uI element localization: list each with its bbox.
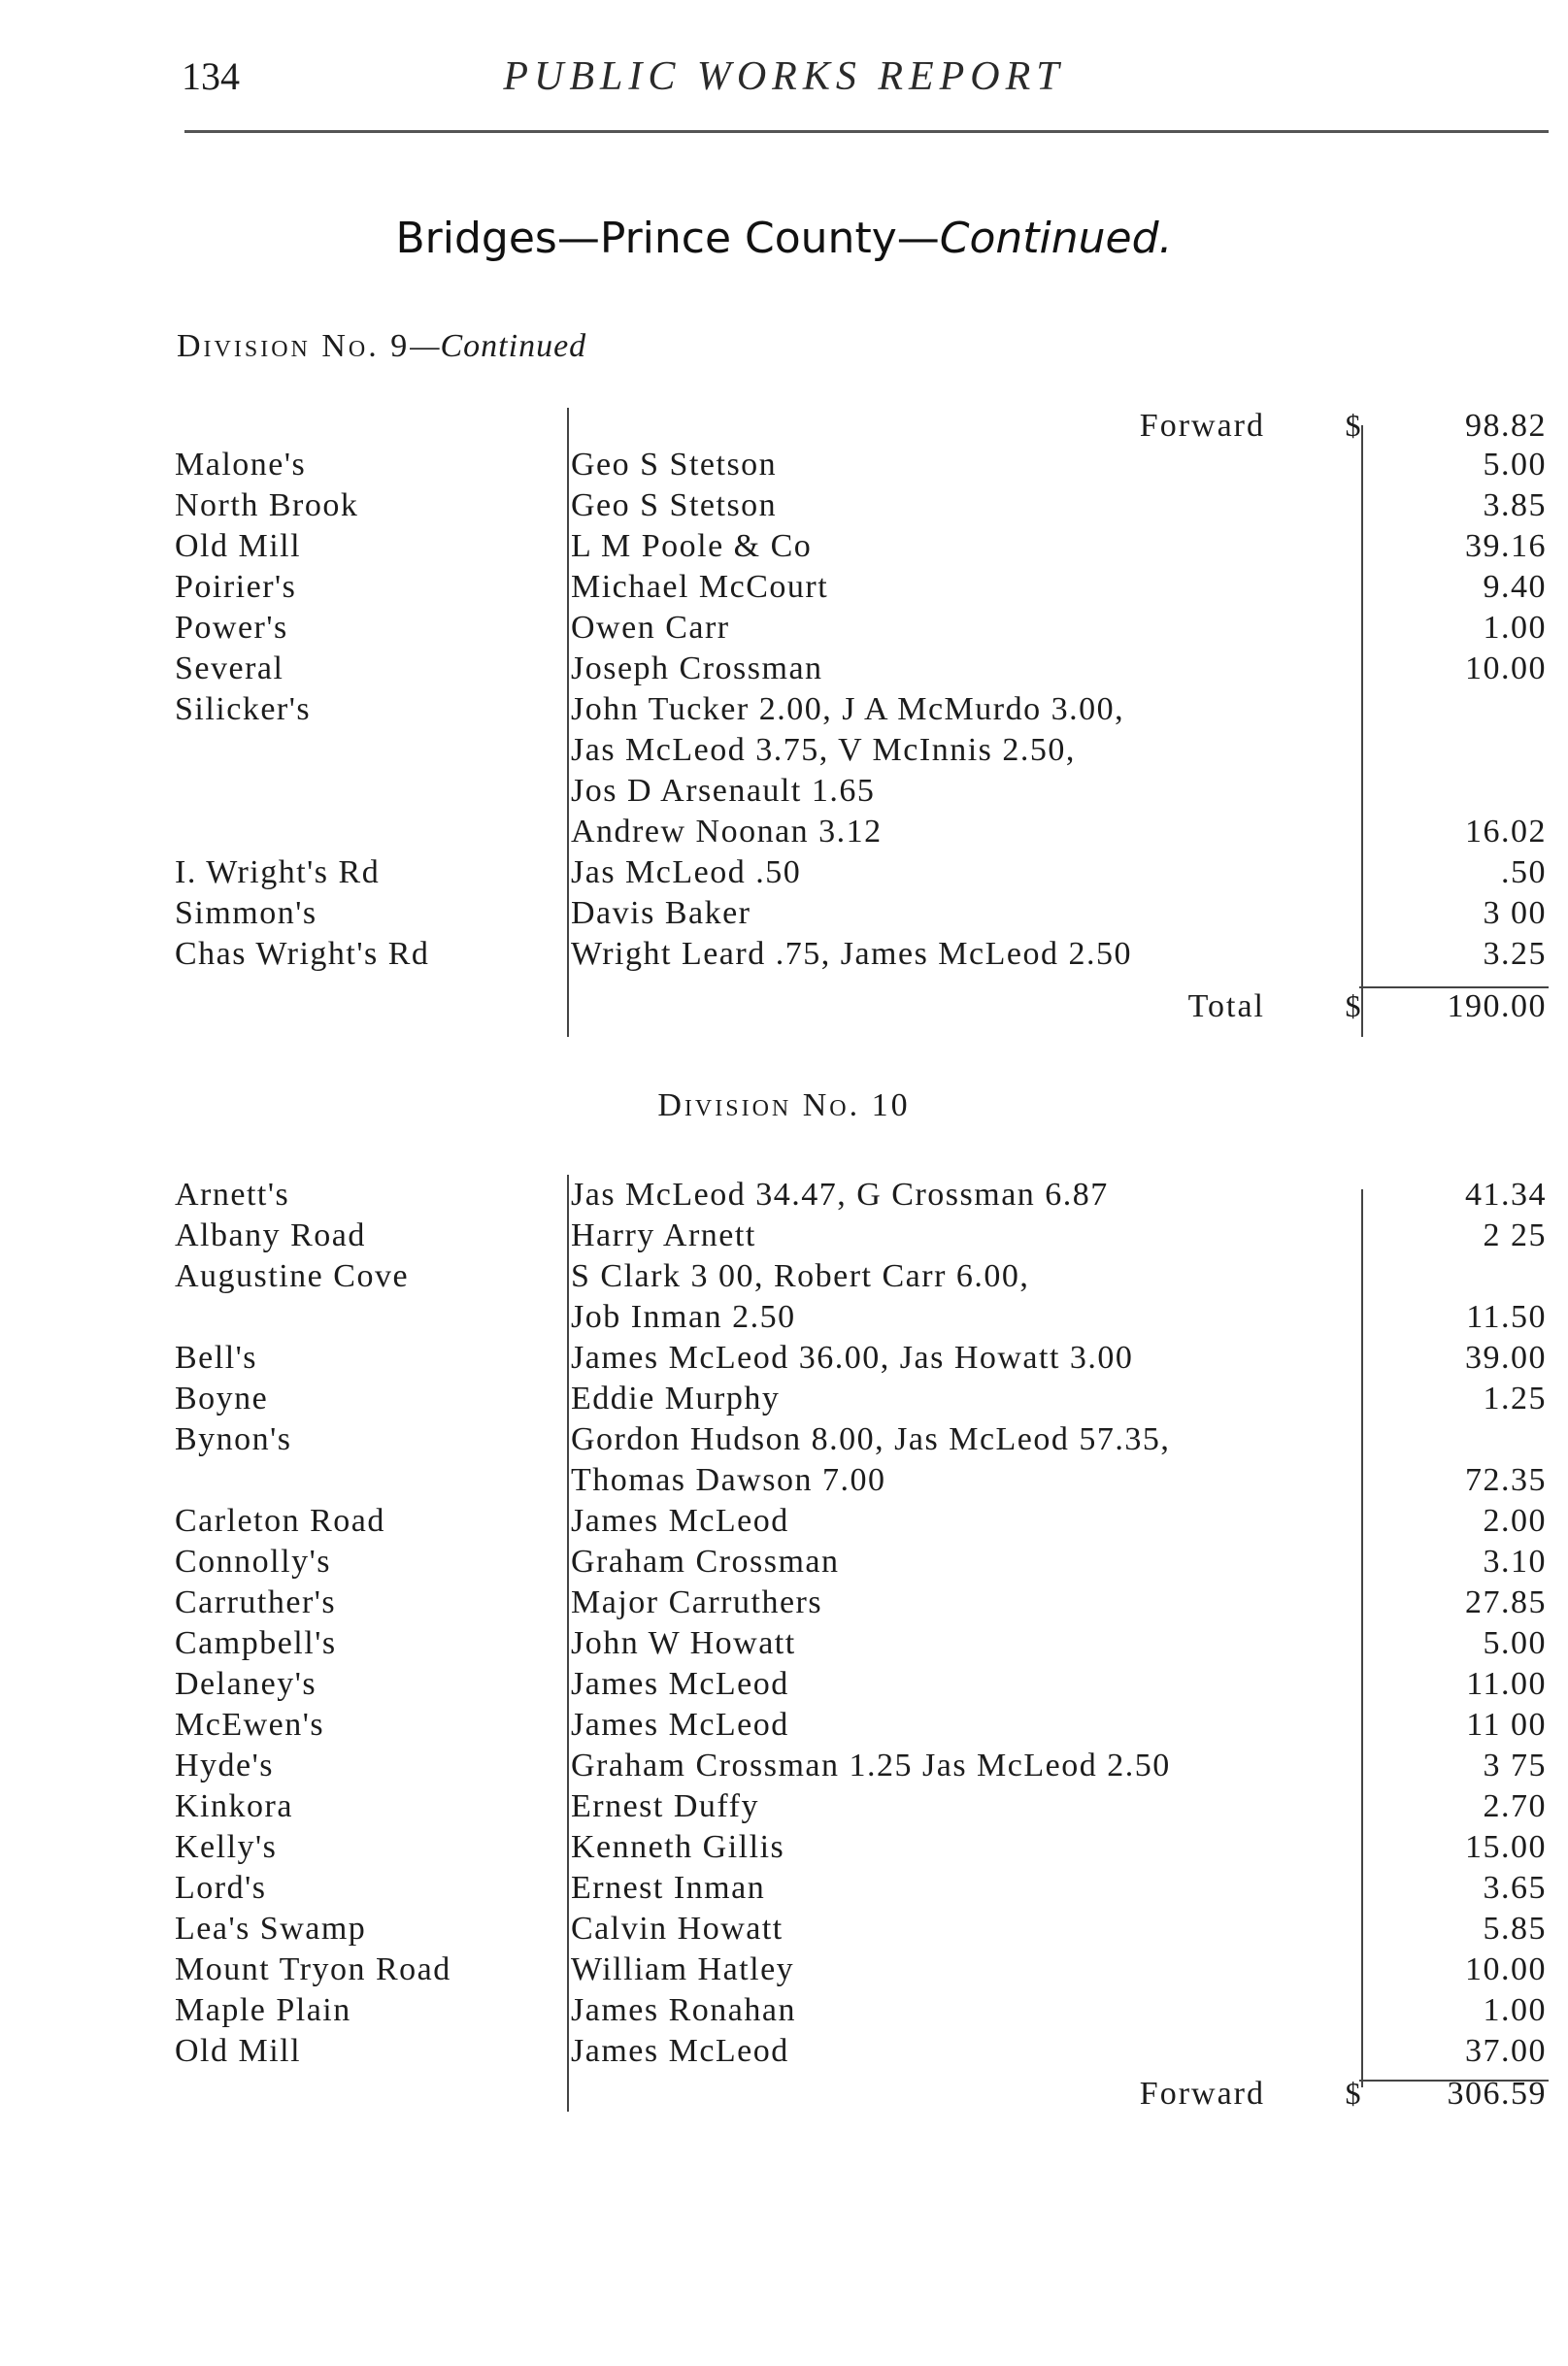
row-amount: 5.85 [1483,1911,1547,1947]
table-row [0,1625,1568,1666]
row-location: I. Wright's Rd [175,854,381,890]
row-details: James McLeod [571,2033,789,2069]
running-title: PUBLIC WORKS REPORT [503,54,1065,99]
table-row [0,2033,1568,2074]
title-main: Bridges—Prince County— [395,214,940,263]
table-row [0,1299,1568,1340]
row-amount: 10.00 [1465,1951,1547,1987]
table-row [0,1503,1568,1544]
row-location: Carleton Road [175,1503,385,1539]
row-details: James Ronahan [571,1992,796,2028]
table-row [0,528,1568,569]
row-location: Albany Road [175,1217,366,1253]
row-details: John W Howatt [571,1625,796,1661]
row-location: Chas Wright's Rd [175,936,430,972]
row-details: Harry Arnett [571,1217,756,1253]
table-row [0,447,1568,487]
row-location: Delaney's [175,1666,317,1702]
table-row [0,1870,1568,1911]
division-9-total-amount: 190.00 [1447,988,1547,1024]
dollar-sign: $ [1345,408,1362,443]
row-location: Mount Tryon Road [175,1951,451,1987]
table-row [0,569,1568,610]
row-details: Kenneth Gillis [571,1829,785,1865]
table-row [0,1788,1568,1829]
table-row [0,1584,1568,1625]
division-9-total-label: Total [1187,988,1265,1024]
row-location: Kelly's [175,1829,278,1865]
row-details: Ernest Duffy [571,1788,759,1824]
table-row [0,895,1568,936]
row-details: Joseph Crossman [571,650,823,686]
table-row [0,1421,1568,1462]
row-location: Boyne [175,1381,269,1416]
row-location: Maple Plain [175,1992,351,2028]
row-details: Major Carruthers [571,1584,823,1620]
table-row [0,1462,1568,1503]
row-details: Eddie Murphy [571,1381,781,1416]
row-amount: 1.00 [1483,610,1547,646]
table-row [0,1911,1568,1951]
table-row [0,773,1568,814]
table-row [0,610,1568,650]
header-rule [184,130,1549,133]
table-row [0,1381,1568,1421]
row-details: John Tucker 2.00, J A McMurdo 3.00, [571,691,1125,727]
row-details: Jos D Arsenault 1.65 [571,773,876,809]
division-10-forward-amount: 306.59 [1447,2076,1547,2112]
row-location: Carruther's [175,1584,337,1620]
table-row [0,732,1568,773]
row-amount: 3 75 [1483,1748,1547,1783]
row-details: Calvin Howatt [571,1911,784,1947]
row-details: L M Poole & Co [571,528,813,564]
division-10-forward-row [0,2076,1568,2116]
row-location: Old Mill [175,528,302,564]
page-title [0,214,1568,263]
table-row [0,1748,1568,1788]
row-details: Owen Carr [571,610,730,646]
row-location: Connolly's [175,1544,331,1580]
row-location: Arnett's [175,1177,290,1213]
table-row [0,1177,1568,1217]
division-9-label: Division No. 9 [177,328,411,364]
row-details: Thomas Dawson 7.00 [571,1462,886,1498]
table-row [0,854,1568,895]
row-amount: 9.40 [1483,569,1547,605]
row-amount: 16.02 [1465,814,1547,850]
table-row [0,1340,1568,1381]
division-9-heading [177,328,586,365]
row-location: Campbell's [175,1625,337,1661]
row-details: Geo S Stetson [571,447,778,483]
division-9-total-row [0,988,1568,1029]
row-amount: 3.65 [1483,1870,1547,1906]
row-details: William Hatley [571,1951,795,1987]
row-details: James McLeod 36.00, Jas Howatt 3.00 [571,1340,1134,1376]
row-details: Jas McLeod 3.75, V McInnis 2.50, [571,732,1076,768]
row-amount: 3.85 [1483,487,1547,523]
row-details: James McLeod [571,1503,789,1539]
row-amount: 27.85 [1465,1584,1547,1620]
row-details: Davis Baker [571,895,751,931]
page-number: 134 [182,54,240,98]
row-amount: 2 25 [1483,1217,1547,1253]
row-amount: 11.50 [1466,1299,1547,1335]
row-amount: .50 [1501,854,1547,890]
row-details: Gordon Hudson 8.00, Jas McLeod 57.35, [571,1421,1171,1457]
division-9-continued: —Continued [410,328,587,364]
row-amount: 3.25 [1483,936,1547,972]
row-location: North Brook [175,487,359,523]
table-row [0,1707,1568,1748]
row-location: Silicker's [175,691,312,727]
row-location: Lord's [175,1870,267,1906]
table-row [0,650,1568,691]
row-amount: 15.00 [1465,1829,1547,1865]
division-9-forward-amount: 98.82 [1465,408,1547,444]
division-10-forward-label: Forward [1139,2076,1265,2112]
row-location: Lea's Swamp [175,1911,367,1947]
row-details: Jas McLeod .50 [571,854,802,890]
row-amount: 5.00 [1483,447,1547,483]
table-row [0,1829,1568,1870]
row-amount: 5.00 [1483,1625,1547,1661]
row-amount: 11.00 [1466,1666,1547,1702]
row-location: Bell's [175,1340,258,1376]
division-9-forward-row [0,408,1568,449]
table-row [0,1217,1568,1258]
row-location: Power's [175,610,288,646]
row-amount: 72.35 [1465,1462,1547,1498]
row-details: Wright Leard .75, James McLeod 2.50 [571,936,1132,972]
row-details: Michael McCourt [571,569,829,605]
row-location: Poirier's [175,569,297,605]
row-amount: 1.25 [1483,1381,1547,1416]
table-row [0,1666,1568,1707]
row-details: S Clark 3 00, Robert Carr 6.00, [571,1258,1030,1294]
row-amount: 3 00 [1483,895,1547,931]
table-row [0,1992,1568,2033]
row-amount: 2.70 [1483,1788,1547,1824]
title-continued: Continued. [939,214,1173,263]
row-amount: 2.00 [1483,1503,1547,1539]
row-details: Graham Crossman [571,1544,840,1580]
table-row [0,1544,1568,1584]
row-details: Jas McLeod 34.47, G Crossman 6.87 [571,1177,1109,1213]
row-amount: 3.10 [1483,1544,1547,1580]
row-location: Several [175,650,284,686]
row-location: Malone's [175,447,307,483]
row-amount: 10.00 [1465,650,1547,686]
row-amount: 39.16 [1465,528,1547,564]
table-row [0,1258,1568,1299]
row-details: James McLeod [571,1707,789,1743]
table-row [0,691,1568,732]
row-amount: 39.00 [1465,1340,1547,1376]
table-row [0,936,1568,977]
row-details: Job Inman 2.50 [571,1299,796,1335]
table-row [0,814,1568,854]
row-location: McEwen's [175,1707,325,1743]
dollar-sign: $ [1345,988,1362,1023]
row-location: Hyde's [175,1748,275,1783]
row-amount: 1.00 [1483,1992,1547,2028]
row-details: James McLeod [571,1666,789,1702]
row-details: Ernest Inman [571,1870,766,1906]
division-9-forward-label: Forward [1139,408,1265,444]
row-location: Bynon's [175,1421,292,1457]
row-details: Graham Crossman 1.25 Jas McLeod 2.50 [571,1748,1171,1783]
row-location: Augustine Cove [175,1258,410,1294]
row-details: Geo S Stetson [571,487,778,523]
table-row [0,1951,1568,1992]
row-amount: 37.00 [1465,2033,1547,2069]
row-location: Simmon's [175,895,317,931]
dollar-sign: $ [1345,2076,1362,2111]
row-amount: 41.34 [1465,1177,1547,1213]
row-details: Andrew Noonan 3.12 [571,814,883,850]
row-location: Old Mill [175,2033,302,2069]
row-location: Kinkora [175,1788,293,1824]
division-10-heading: Division No. 10 [657,1087,911,1123]
row-amount: 11 00 [1466,1707,1547,1743]
table-row [0,487,1568,528]
